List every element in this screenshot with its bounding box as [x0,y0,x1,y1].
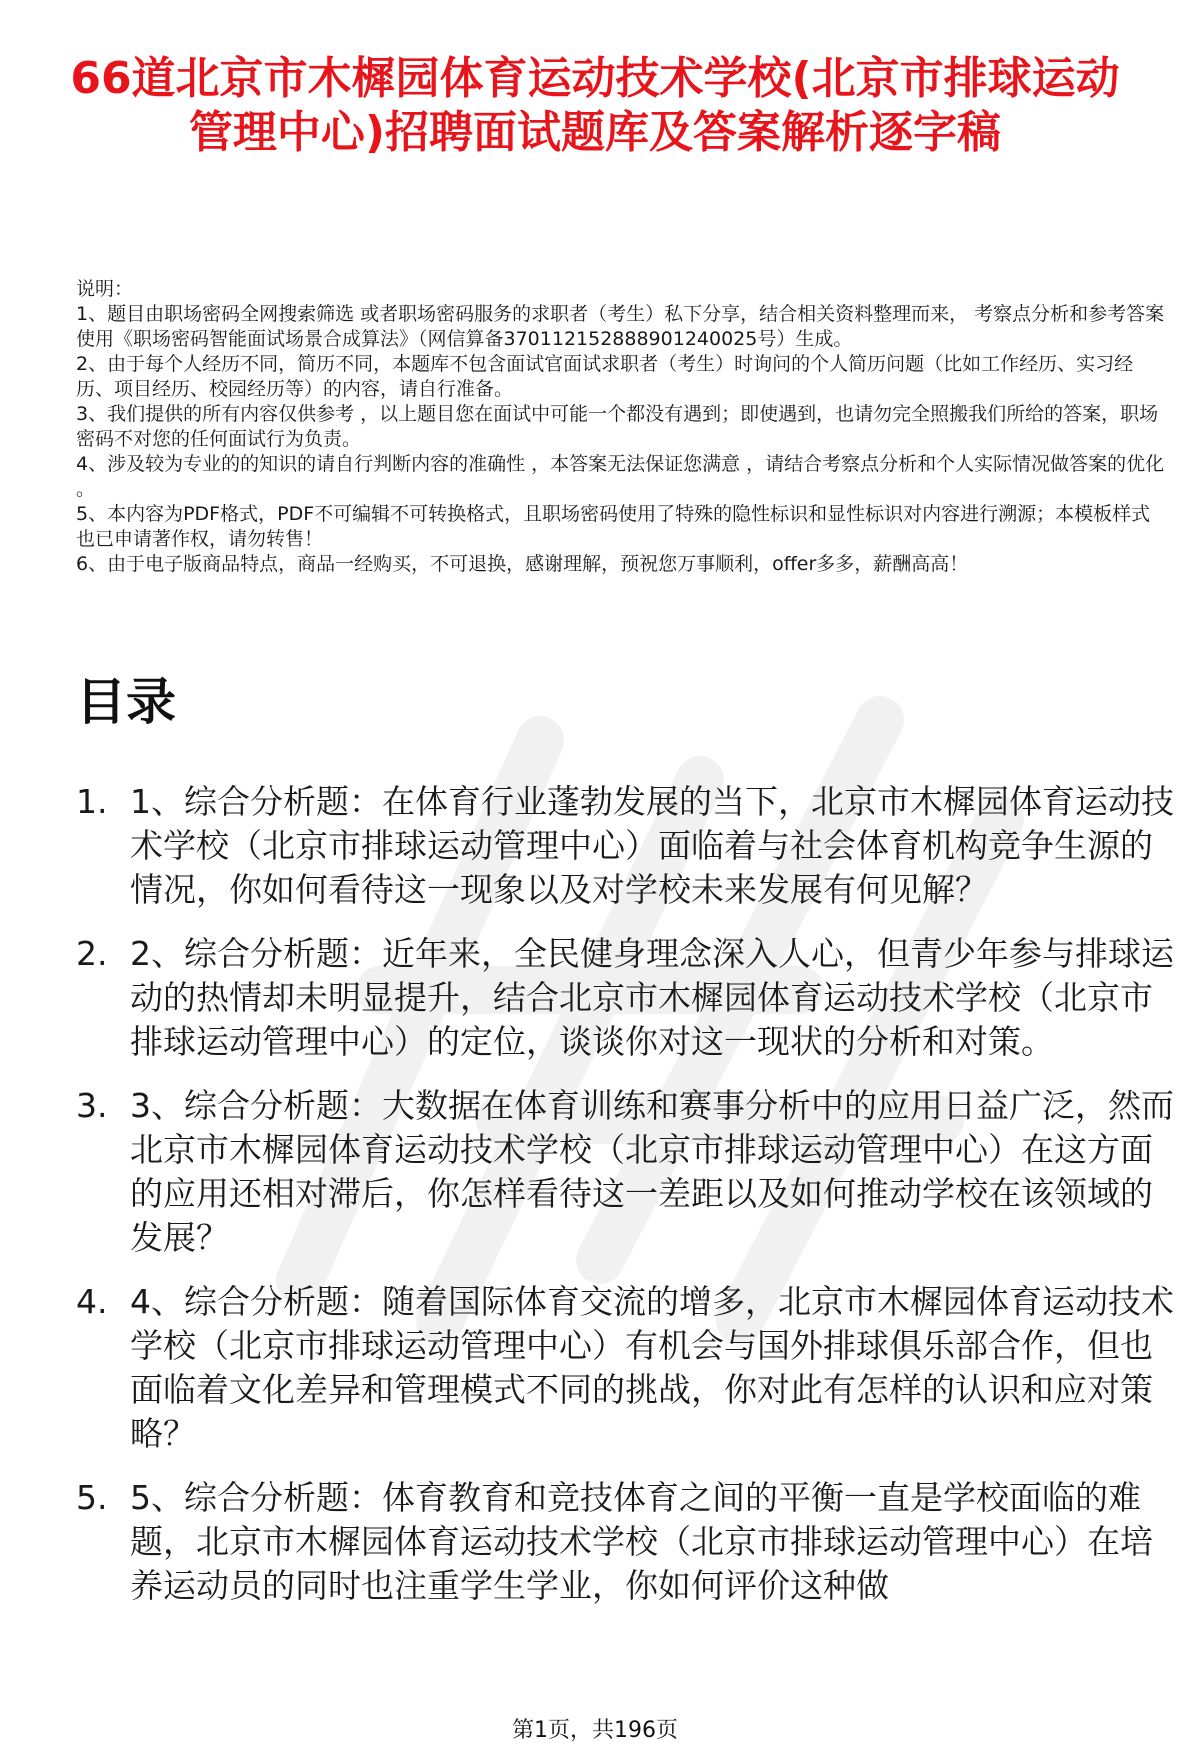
note-item: 2、由于每个人经历不同，简历不同，本题库不包含面试官面试求职者（考生）时询问的个人简历问题（比如工作经历、实习经历、项目经历、校园经历等）的内容，请自行准备。 [76,353,1134,400]
toc-item-text: 5、综合分析题：体育教育和竞技体育之间的平衡一直是学校面临的难题，北京市木樨园体育运动技术学校（北京市排球运动管理中心）在培养运动员的同时也注重学生学业，你如何评价这种做 [130,1478,1153,1605]
note-item: 5、本内容为PDF格式，PDF不可编辑不可转换格式，且职场密码使用了特殊的隐性标识和显性标识对内容进行溯源；本模板样式也已申请著作权，请勿转售！ [76,503,1151,550]
notes-section [76,277,1166,577]
toc-item-number: 3. [76,1086,108,1125]
toc-item-text: 4、综合分析题：随着国际体育交流的增多，北京市木樨园体育运动技术学校（北京市排球运动管理中心）有机会与国外排球俱乐部合作，但也面临着文化差异和管理模式不同的挑战，你对此有怎样的认识和应对策略？ [130,1282,1174,1453]
toc-list [76,780,1176,1628]
toc-item-number: 4. [76,1282,108,1321]
toc-item[interactable] [76,1084,1176,1260]
page-footer: 第1页，共196页 [512,1718,678,1743]
toc-item-text: 2、综合分析题：近年来，全民健身理念深入人心，但青少年参与排球运动的热情却未明显提升，结合北京市木樨园体育运动技术学校（北京市排球运动管理中心）的定位，谈谈你对这一现状的分析和对策。 [130,934,1174,1061]
note-item: 3、我们提供的所有内容仅供参考 ，以上题目您在面试中可能一个都没有遇到；即使遇到，也请勿完全照搬我们所给的答案，职场密码不对您的任何面试行为负责。 [76,403,1159,450]
toc-item-text: 1、综合分析题：在体育行业蓬勃发展的当下，北京市木樨园体育运动技术学校（北京市排球运动管理中心）面临着与社会体育机构竞争生源的情况，你如何看待这一现象以及对学校未来发展有何见解？ [130,782,1174,909]
toc-item[interactable] [76,1280,1176,1456]
toc-item[interactable] [76,932,1176,1064]
note-item: 4、涉及较为专业的的知识的请自行判断内容的准确性 ，本答案无法保证您满意 ，请结合考察点分析和个人实际情况做答案的优化 。 [76,453,1165,500]
toc-item-text: 3、综合分析题：大数据在体育训练和赛事分析中的应用日益广泛，然而北京市木樨园体育运动技术学校（北京市排球运动管理中心）在这方面的应用还相对滞后，你怎样看待这一差距以及如何推动学校在该领域的发展？ [130,1086,1174,1257]
notes-heading: 说明： [76,278,134,300]
toc-item-number: 2. [76,934,108,973]
toc-item[interactable] [76,1476,1176,1608]
toc-heading: 目录 [76,673,176,731]
toc-item[interactable] [76,780,1176,912]
document-title: 66道北京市木樨园体育运动技术学校(北京市排球运动管理中心)招聘面试题库及答案解析逐字稿 [70,53,1120,158]
toc-item-number: 5. [76,1478,108,1517]
toc-item-number: 1. [76,782,108,821]
note-item: 6、由于电子版商品特点，商品一经购买，不可退换，感谢理解，预祝您万事顺利，offer多多，薪酬高高！ [76,553,969,575]
note-item: 1、题目由职场密码全网搜索筛选 或者职场密码服务的求职者（考生）私下分享，结合相关资料整理而来， 考察点分析和参考答案使用《职场密码智能面试场景合成算法》（网信算备370112152888901240025号）生成。 [76,303,1165,350]
